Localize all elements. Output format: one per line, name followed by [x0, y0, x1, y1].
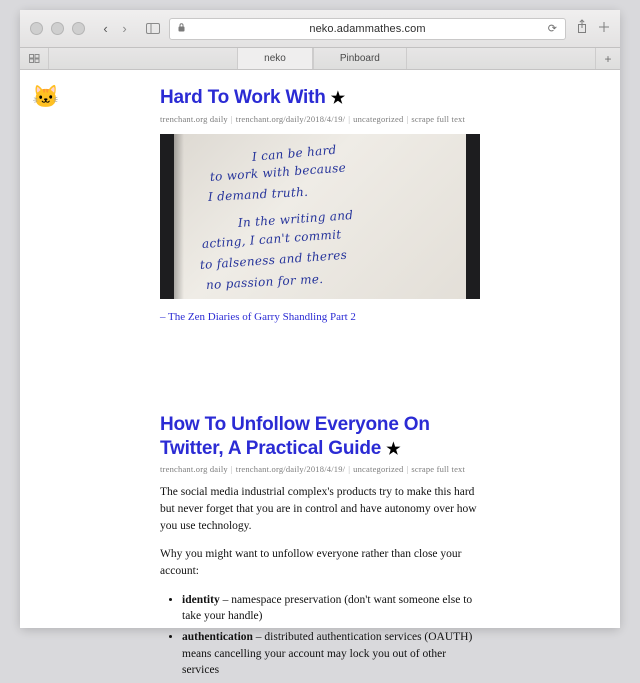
list-item-text: – namespace preservation (don't want someone else to take your handle)	[182, 593, 473, 623]
window-controls	[30, 22, 85, 35]
tab-neko[interactable]	[237, 48, 313, 69]
meta-source[interactable]: trenchant.org daily	[160, 464, 228, 475]
handwritten-notebook-photo[interactable]	[160, 134, 480, 299]
handwriting-line-2: to work with because	[209, 160, 347, 184]
section-spacer	[160, 331, 480, 405]
handwriting-line-7: no passion for me.	[205, 271, 324, 292]
meta-url[interactable]: trenchant.org/daily/2018/4/19/	[235, 464, 346, 475]
caption-link[interactable]: – The Zen Diaries of Garry Shandling Part 2	[160, 310, 356, 323]
back-icon[interactable]: ‹	[103, 21, 108, 36]
address-bar[interactable]	[169, 18, 566, 40]
address-bar-url: neko.adammathes.com	[309, 22, 426, 35]
handwriting-line-1: I can be hard	[251, 142, 338, 164]
post-title-text: Hard To Work With	[160, 87, 326, 108]
meta-scrape-link[interactable]: scrape full text	[411, 464, 466, 475]
lock-icon	[178, 23, 185, 34]
post-caption[interactable]	[160, 311, 480, 323]
share-icon[interactable]	[576, 19, 588, 38]
zoom-window-button[interactable]	[72, 22, 85, 35]
sidebar-icon[interactable]	[143, 19, 163, 39]
close-window-button[interactable]	[30, 22, 43, 35]
meta-category[interactable]: uncategorized	[353, 464, 404, 475]
toolbar-right-buttons	[576, 19, 610, 38]
browser-window	[20, 10, 620, 677]
post-paragraph: Why you might want to unfollow everyone rather than close your account:	[160, 548, 462, 577]
handwriting-line-4: In the writing and	[237, 207, 354, 230]
tab-pinboard[interactable]	[313, 48, 407, 69]
article-column	[160, 78, 480, 683]
meta-scrape-link[interactable]: scrape full text	[411, 113, 466, 124]
list-item-term: authentication	[182, 630, 253, 643]
handwriting-line-3: I demand truth.	[207, 184, 309, 204]
tab-list	[49, 48, 595, 69]
new-tab-button[interactable]: +	[595, 48, 620, 69]
list-item-term: identity	[182, 593, 220, 606]
page-title[interactable]	[160, 86, 480, 110]
new-tab-icon[interactable]	[598, 20, 610, 38]
meta-url[interactable]: trenchant.org/daily/2018/4/19/	[235, 113, 346, 124]
meta-category[interactable]: uncategorized	[353, 113, 404, 124]
post-title-text: How To Unfollow Everyone On Twitter, A Practical Guide	[160, 413, 430, 459]
handwriting-line-6: to falseness and theres	[199, 247, 348, 272]
post-meta: trenchant.org daily | trenchant.org/daily/2018/4/19/ | uncategorized | scrape full text	[160, 464, 466, 475]
list-item	[182, 592, 480, 625]
list-item	[182, 629, 480, 679]
tab-bar	[20, 48, 620, 70]
list-item-text: – distributed authentication services (OAUTH) means cancelling your account may lock you out of other services	[182, 630, 473, 677]
tab-label: Pinboard	[339, 53, 380, 64]
star-icon[interactable]: ★	[330, 90, 345, 107]
tab-label: neko	[264, 53, 286, 64]
minimize-window-button[interactable]	[51, 22, 64, 35]
navigation-buttons	[97, 19, 133, 39]
star-icon[interactable]: ★	[386, 440, 401, 458]
post-meta: trenchant.org daily | trenchant.org/daily/2018/4/19/ | uncategorized | scrape full text	[160, 113, 466, 124]
handwriting-line-5: acting, I can't commit	[201, 227, 342, 251]
page-title-secondary[interactable]	[160, 413, 480, 461]
post-bullet-list	[160, 592, 480, 679]
post-paragraph: The social media industrial complex's products try to make this hard but never forget that you are in control and have autonomy over how you use technology.	[160, 486, 477, 532]
meta-source[interactable]: trenchant.org daily	[160, 113, 228, 124]
reload-icon[interactable]: ⟳	[547, 23, 557, 35]
browser-toolbar	[20, 10, 620, 48]
show-all-tabs-icon[interactable]	[20, 48, 49, 69]
forward-icon[interactable]: ›	[122, 21, 127, 36]
page-content	[20, 70, 620, 677]
site-logo[interactable]: 🐱	[32, 84, 60, 109]
